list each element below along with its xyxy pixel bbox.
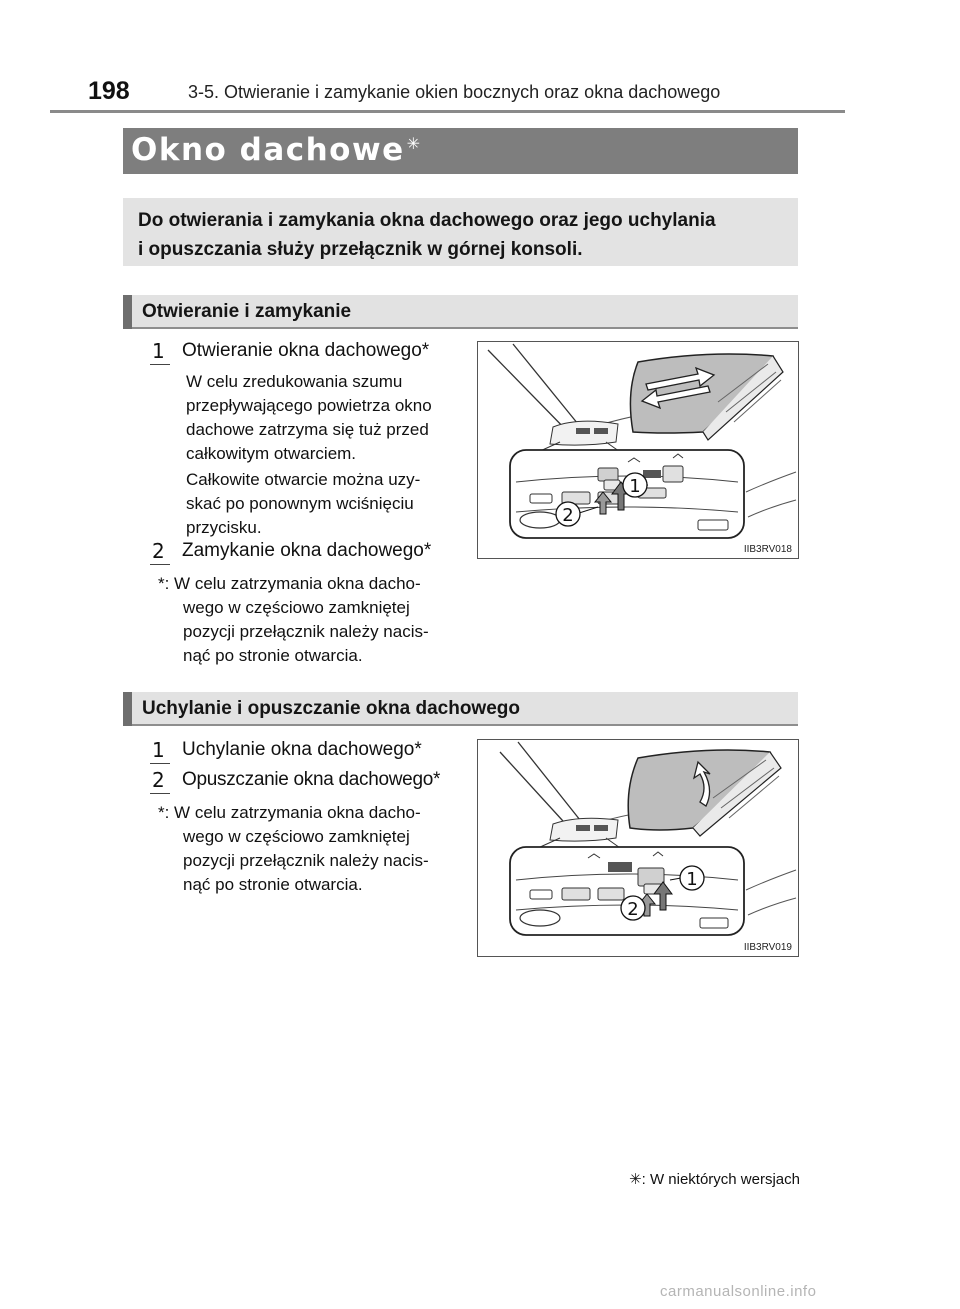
- item-label-close: Zamykanie okna dachowego*: [182, 540, 432, 561]
- note-line: *: W celu zatrzymania okna dacho-: [158, 803, 421, 822]
- note-line: wego w częściowo zamkniętej: [183, 598, 410, 617]
- figure-open-close: [477, 341, 799, 559]
- header-divider: [50, 110, 845, 113]
- item-number: 2: [152, 768, 165, 792]
- note-paragraph: [158, 801, 462, 897]
- figure-code: IIB3RV018: [743, 544, 792, 555]
- figure-tilt: [477, 739, 799, 957]
- sunroof-switch-illustration: [478, 342, 798, 558]
- section-title: Otwieranie i zamykanie: [142, 301, 352, 322]
- note-paragraph: [158, 572, 462, 668]
- page-title-text: Okno dachowe: [131, 132, 405, 168]
- callout-2: 2: [562, 505, 574, 526]
- item-number-underline: [150, 364, 170, 365]
- item-number-underline: [150, 793, 170, 794]
- note-line: wego w częściowo zamkniętej: [183, 827, 410, 846]
- footnote-text: : W niektórych wersjach: [641, 1171, 800, 1188]
- text-line: Całkowite otwarcie można uzy-: [186, 470, 421, 489]
- page-number: 198: [88, 77, 130, 105]
- text-line: przepływającego powietrza okno: [186, 396, 432, 415]
- callout-1: 1: [686, 869, 698, 890]
- text-line: W celu zredukowania szumu: [186, 372, 403, 391]
- callout-1: 1: [629, 476, 641, 497]
- section-header-open-close: [123, 295, 798, 329]
- page-title: [131, 132, 422, 168]
- section-title: Uchylanie i opuszczanie okna dachowego: [142, 698, 520, 719]
- figure-code: IIB3RV019: [743, 942, 792, 953]
- footnote-asterisk-icon: ✳: [629, 1171, 642, 1188]
- section-bar: [123, 692, 132, 726]
- item-label-tilt-up: Uchylanie okna dachowego*: [182, 739, 422, 760]
- item-label-tilt-down: Opuszczanie okna dachowego*: [182, 769, 441, 790]
- description-paragraph: [186, 370, 462, 466]
- intro-line: i opuszczania służy przełącznik w górnej konsoli.: [138, 239, 583, 260]
- callout-2: 2: [627, 899, 639, 920]
- text-line: skać po ponownym wciśnięciu: [186, 494, 414, 513]
- item-label-open: Otwieranie okna dachowego*: [182, 340, 430, 361]
- description-paragraph: [186, 468, 462, 540]
- text-line: przycisku.: [186, 518, 262, 537]
- note-line: pozycji przełącznik należy nacis-: [183, 622, 429, 641]
- note-line: nąć po stronie otwarcia.: [183, 646, 363, 665]
- sunroof-tilt-illustration: [478, 740, 798, 956]
- item-number-underline: [150, 564, 170, 565]
- intro-line: Do otwierania i zamykania okna dachowego oraz jego uchylania: [138, 210, 716, 231]
- text-line: dachowe zatrzyma się tuż przed: [186, 420, 429, 439]
- item-number-underline: [150, 763, 170, 764]
- item-number: 1: [152, 339, 165, 363]
- note-line: *: W celu zatrzymania okna dacho-: [158, 574, 421, 593]
- section-header-tilt: [123, 692, 798, 726]
- text-line: całkowitym otwarciem.: [186, 444, 357, 463]
- section-rule: [132, 724, 798, 726]
- item-number: 1: [152, 738, 165, 762]
- footnote: [560, 1170, 800, 1188]
- section-bar: [123, 295, 132, 329]
- watermark: carmanualsonline.info: [660, 1283, 817, 1300]
- item-number: 2: [152, 539, 165, 563]
- note-line: nąć po stronie otwarcia.: [183, 875, 363, 894]
- intro-text: [138, 206, 793, 264]
- section-rule: [132, 327, 798, 329]
- title-asterisk-icon: ✳: [406, 133, 422, 153]
- note-line: pozycji przełącznik należy nacis-: [183, 851, 429, 870]
- chapter-title: 3-5. Otwieranie i zamykanie okien bocznych oraz okna dachowego: [188, 82, 721, 102]
